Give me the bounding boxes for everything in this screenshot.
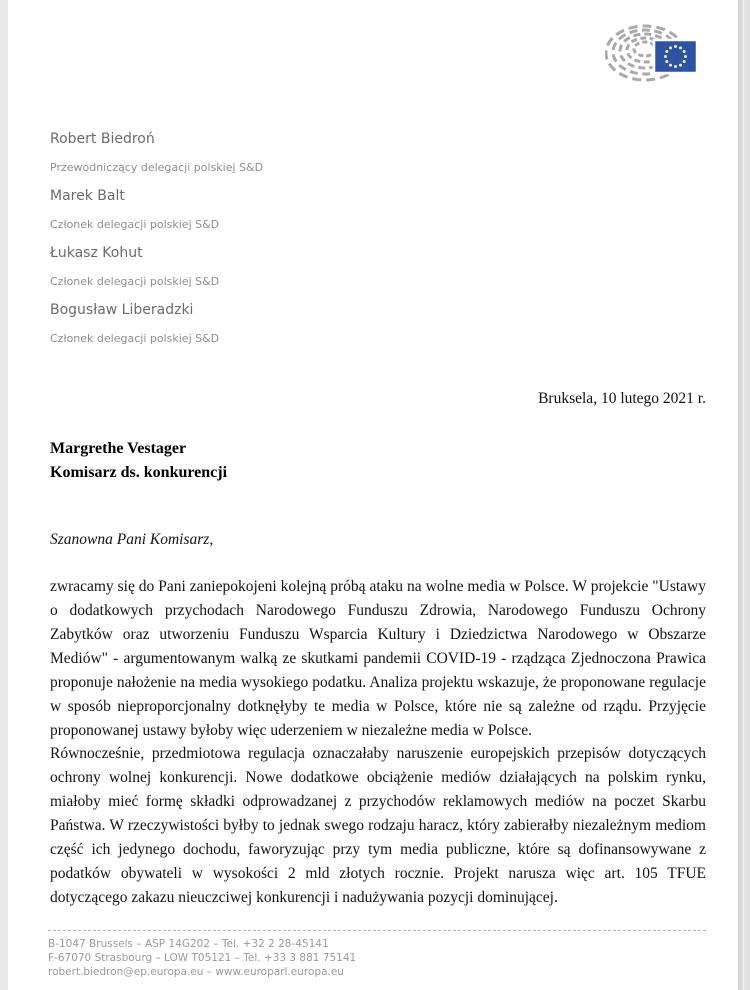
recipient-title: Komisarz ds. konkurencji: [50, 464, 228, 481]
sender: [50, 131, 263, 174]
sender: [50, 245, 263, 288]
sender-name: Marek Balt: [50, 188, 125, 204]
sender-title: Przewodniczący delegacji polskiej S&D: [50, 161, 264, 174]
sender-title: Członek delegacji polskiej S&D: [50, 332, 220, 345]
eu-flag-icon: [654, 40, 697, 73]
sender-name: Bogusław Liberadzki: [50, 302, 194, 318]
body-paragraph-2: Równocześnie, przedmiotowa regulacja oznaczałaby naruszenie europejskich przepisów dotyczących ochrony wolnej konkurencji. Nowe dodatkowe obciążenie mediów działających na polskim rynku, miałoby mieć formę składki odprowadzanej z przychodów reklamowych mediów na poczet Skarbu Państwa. W rzeczywistości byłby to jednak swego rodzaju haracz, który zabierałby niezależnym mediom część ich jedynego dochodu, faworyzując przy tym media publiczne, które są dofinansowywane z podatków obywateli w wysokości 2 mld złotych rocznie. Projekt narusza więc art. 105 TFUE dotyczącego zakazu nieuczciwej konkurencji i nadużywania pozycji dominującej.: [50, 745, 706, 906]
footer-contact-line: robert.biedron@ep.europa.eu – www.europarl.europa.eu: [48, 966, 344, 978]
page-edge-left: [0, 0, 8, 990]
sender-name: Robert Biedroń: [50, 131, 155, 147]
sender: [50, 302, 263, 345]
footer-block: [48, 930, 706, 979]
page-edge-right: [738, 0, 750, 990]
place-and-date: Bruksela, 10 lutego 2021 r.: [538, 390, 706, 407]
footer-divider: [48, 930, 706, 931]
sender: [50, 188, 263, 231]
senders-block: [50, 131, 263, 359]
footer-address-strasbourg: F-67070 Strasbourg – LOW T05121 – Tel. +33 3 881 75141: [48, 952, 357, 964]
sender-title: Członek delegacji polskiej S&D: [50, 275, 220, 288]
recipient-name: Margrethe Vestager: [50, 440, 187, 457]
body-paragraph-1: zwracamy się do Pani zaniepokojeni kolejną próbą ataku na wolne media w Polsce. W projekcie "Ustawy o dodatkowych przychodach Narodowego Funduszu Zdrowia, Narodowego Funduszu Ochrony Zabytków oraz utworzeniu Funduszu Wsparcia Kultury i Dziedzictwa Narodowego w Obszarze Mediów" - argumentowanym walką ze skutkami pandemii COVID-19 - rządząca Zjednoczona Prawica proponuje nałożenie na media wysokiego podatku. Analiza projektu wskazuje, że proponowane regulacje w sposób nieproporcjonalny dotknęłyby te media w Polsce, które nie są zależne od rządu. Przyjęcie proponowanej ustawy byłoby więc uderzeniem w niezależne media w Polsce.: [50, 578, 706, 739]
sender-title: Członek delegacji polskiej S&D: [50, 218, 220, 231]
salutation: Szanowna Pani Komisarz,: [50, 531, 214, 548]
recipient-block: [50, 437, 227, 485]
sender-name: Łukasz Kohut: [50, 245, 143, 261]
european-parliament-logo: [605, 23, 701, 85]
footer-address-brussels: B-1047 Brussels – ASP 14G202 – Tel. +32 2 28-45141: [48, 938, 329, 950]
